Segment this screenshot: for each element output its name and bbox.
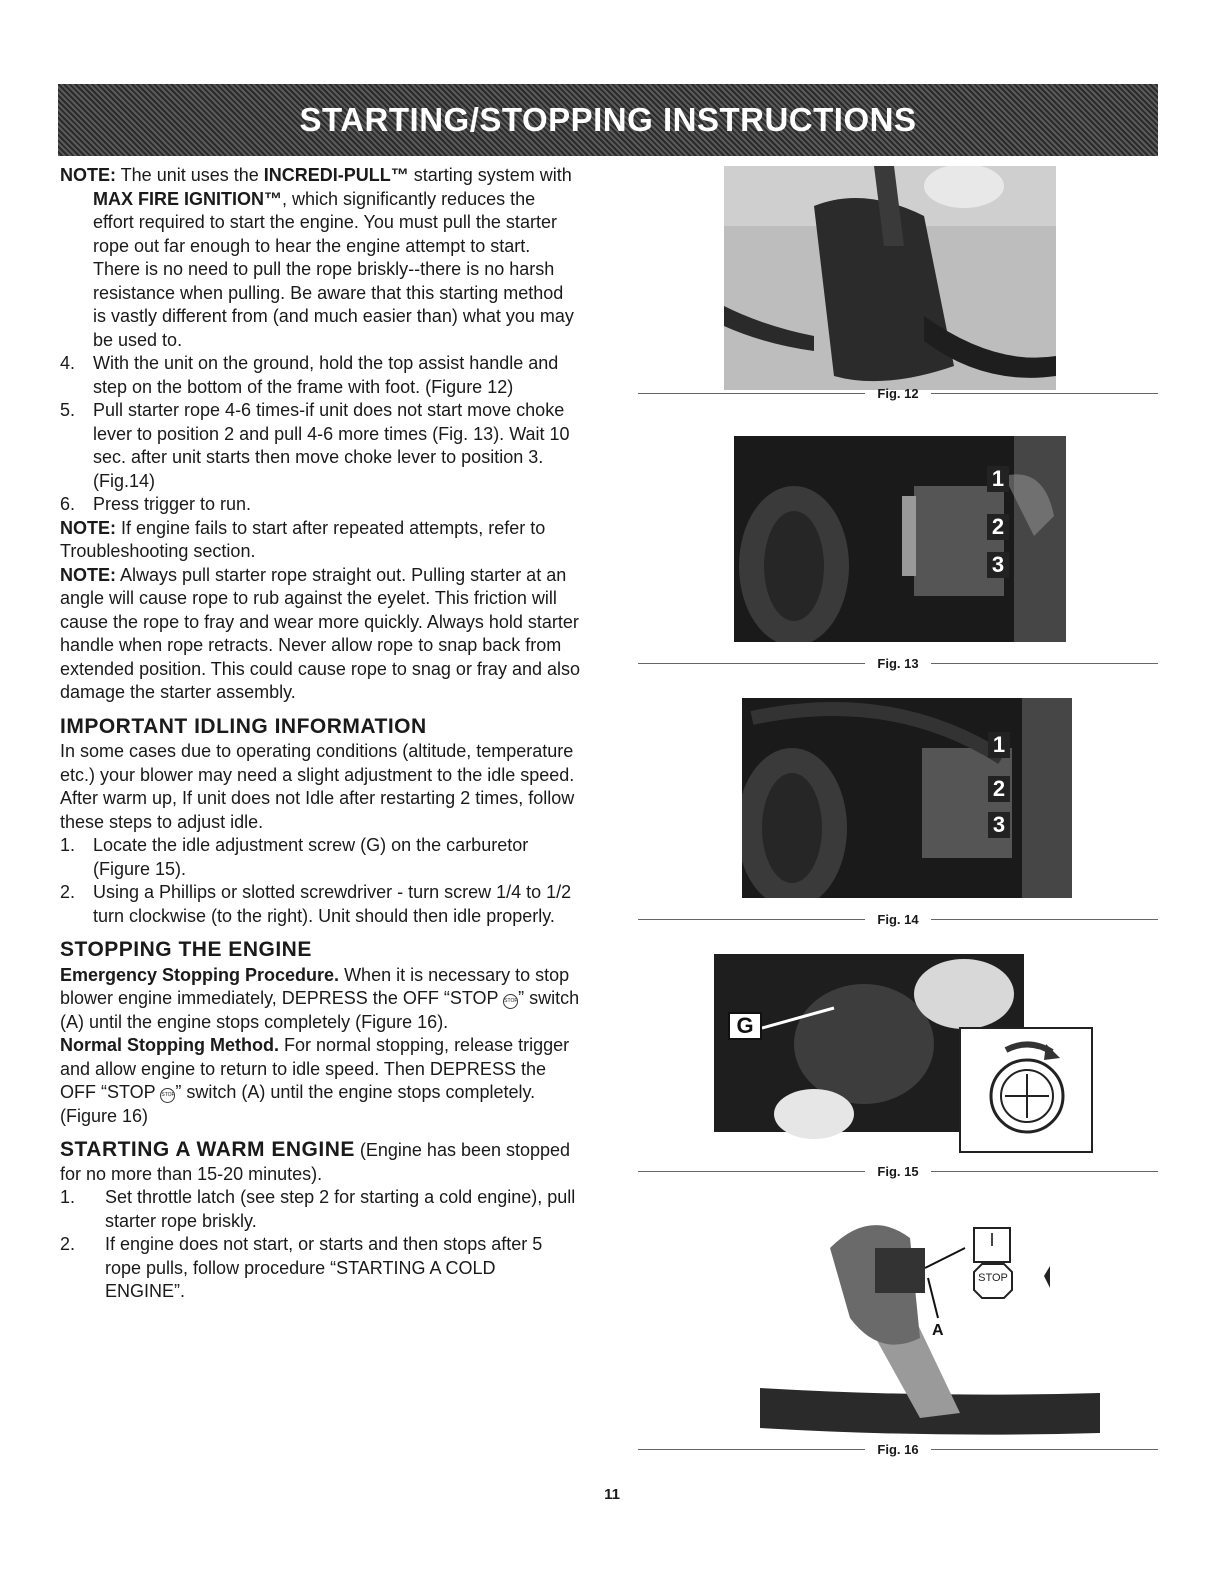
intro-text-3: , which significantly reduces the effort required to start the engine. You must pull the starter rope out far enough to hear the engine attempt to start. There is no need to pull the rope briskly--there is no harsh resistance when pulling. Be aware that this starting method is vastly different from (and much easier than) what you may be used to. [93,188,574,350]
figure-14-caption [638,912,1158,927]
normal-label: Normal Stopping Method. [60,1035,279,1055]
page-number: 11 [604,1486,620,1503]
figure-15-photo [714,954,1094,1154]
step-text: Using a Phillips or slotted screwdriver - turn screw 1/4 to 1/2 turn clockwise (to the right). Unit should then idle properly. [93,882,572,926]
step-4 [60,352,580,399]
page-header-banner [58,84,1158,156]
note-label: NOTE: [60,564,116,585]
step-number: 1. [60,835,76,855]
choke-position-2: 2 [987,514,1009,540]
stopping-heading: STOPPING THE ENGINE [60,938,312,961]
normal-stopping [60,1034,580,1128]
choke-position-3: 3 [988,812,1010,838]
switch-stop-label: STOP [978,1272,1008,1284]
step-text: Press trigger to run. [93,494,252,514]
figure-15-caption [638,1164,1158,1179]
emergency-text-b: ” switch (A) until the engine stops completely (Figure 16). [60,988,580,1032]
note-rope [60,564,580,705]
figure-16-photo [760,1208,1100,1438]
switch-on-label: I [989,1230,995,1250]
stop-symbol-icon: STOP [503,994,518,1009]
figure-14-illustration [742,698,1072,898]
brand-max-fire: MAX FIRE IGNITION™ [93,188,282,209]
step-5 [60,399,580,493]
note-text: Always pull starter rope straight out. Pulling starter at an angle will cause rope to rub against the eyelet. This friction will cause the rope to fray and wear more quickly. Always hold starter handle when rope retracts. Never allow rope to snap back from extended position. This could cause rope to snag or fray and also damage the starter assembly. [60,564,580,702]
step-6 [60,493,580,517]
figure-13-label: Fig. 13 [877,656,919,671]
step-number: 2. [60,882,76,902]
choke-position-3: 3 [987,552,1009,578]
figure-13-caption [638,656,1158,671]
idling-heading: IMPORTANT IDLING INFORMATION [60,714,427,738]
intro-note [60,164,580,352]
idle-step-1 [60,834,580,881]
step-number: 4. [60,353,76,373]
normal-text-a: For normal stopping, release trigger and allow engine to return to idle speed. Then DEPRESS the OFF “STOP [60,1035,570,1102]
step-number: 6. [60,494,76,514]
stop-switch-label-a: A [932,1322,944,1339]
step-text: Locate the idle adjustment screw (G) on the carburetor (Figure 15). [93,835,529,879]
warm-heading-note: (Engine has been stopped for no more than 15-20 minutes). [60,1140,571,1184]
step-number: 2. [60,1234,76,1254]
idle-screw-label-g: G [728,1012,762,1040]
note-label: NOTE: [60,165,116,185]
step-text: Pull starter rope 4-6 times-if unit does not start move choke lever to position 2 and pull 4-6 more times (Fig. 13). Wait 10 sec. after unit starts then move choke lever to position 3. (Fig.14) [93,400,570,491]
note-troubleshooting [60,517,580,564]
page-title: STARTING/STOPPING INSTRUCTIONS [299,101,917,138]
emergency-stopping [60,964,580,1035]
instructions-column [60,164,580,1304]
figure-13-photo [734,436,1066,642]
emergency-text-a: When it is necessary to stop blower engine immediately, DEPRESS the OFF “STOP [60,964,570,1008]
step-number: 5. [60,400,76,420]
step-text: Set throttle latch (see step 2 for starting a cold engine), pull starter rope briskly. [105,1187,576,1231]
normal-text-b: ” switch (A) until the engine stops completely. (Figure 16) [60,1082,536,1126]
emergency-label: Emergency Stopping Procedure. [60,964,340,985]
step-text: If engine does not start, or starts and then stops after 5 rope pulls, follow procedure “STARTING A COLD ENGINE”. [105,1234,543,1301]
figure-14-photo [742,698,1072,898]
choke-position-1: 1 [988,732,1010,758]
choke-position-2: 2 [988,776,1010,802]
figure-12-caption [638,386,1158,401]
figure-13-illustration [734,436,1066,642]
figure-16-illustration [760,1208,1100,1438]
idling-paragraph-2: After warm up, If unit does not Idle after restarting 2 times, follow these steps to adjust idle. [60,788,575,832]
intro-text-2: starting system with [408,165,572,185]
figure-12-photo [724,166,1056,390]
intro-text-1: The unit uses the [116,165,264,185]
note-label: NOTE: [60,517,116,538]
stop-symbol-icon: STOP [160,1088,175,1103]
warm-step-1 [60,1186,580,1233]
figure-15-label: Fig. 15 [877,1164,919,1179]
step-number: 1. [60,1187,76,1207]
step-text: With the unit on the ground, hold the top assist handle and step on the bottom of the frame with foot. (Figure 12) [93,353,559,397]
warm-engine-intro [60,1138,580,1186]
figure-16-label: Fig. 16 [877,1442,919,1457]
warm-step-2 [60,1233,580,1304]
figure-12-illustration [724,166,1056,390]
figure-14-label: Fig. 14 [877,912,919,927]
brand-incredi-pull: INCREDI-PULL™ [263,165,409,185]
choke-position-1: 1 [987,466,1009,492]
figure-16-caption [638,1442,1158,1457]
idle-step-2 [60,881,580,928]
note-text: If engine fails to start after repeated attempts, refer to Troubleshooting section. [60,517,546,561]
warm-heading: STARTING A WARM ENGINE [60,1138,355,1161]
idling-paragraph-1: In some cases due to operating conditions (altitude, temperature etc.) your blower may need a slight adjustment to the idle speed. [60,741,575,785]
figure-15-illustration [714,954,1094,1154]
figure-12-label: Fig. 12 [877,386,919,401]
